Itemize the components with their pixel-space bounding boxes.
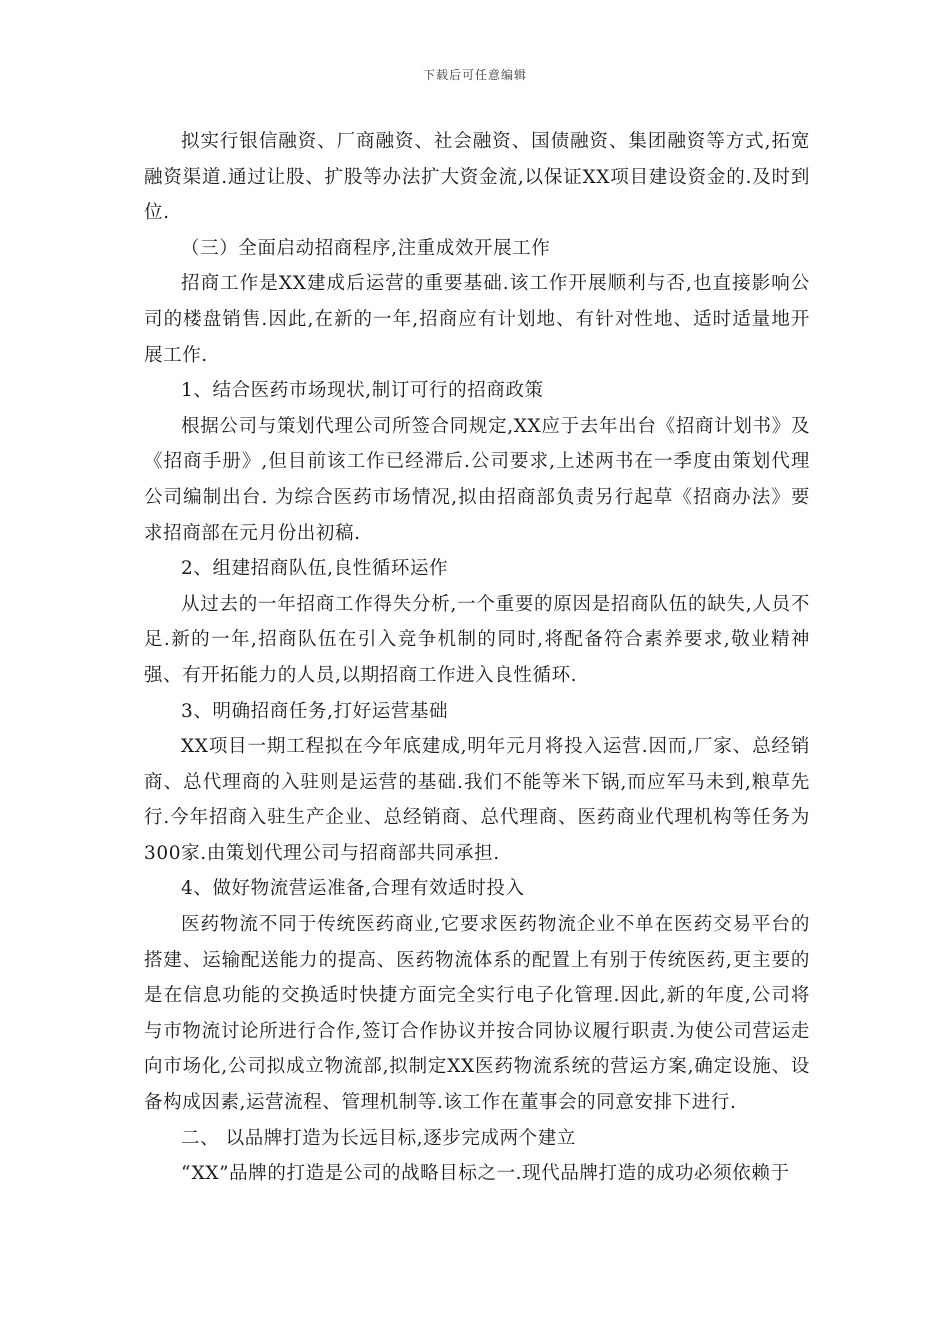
subheading-2: 2、组建招商队伍,良性循环运作	[181, 558, 449, 580]
section-heading-investment: （三）全面启动招商程序,注重成效开展工作	[181, 237, 551, 259]
subheading-3: 3、明确招商任务,打好运营基础	[181, 700, 449, 722]
paragraph-logistics: 医药物流不同于传统医药商业,它要求医药物流企业不单在医药交易平台的搭建、运输配送能力的提高、医药物流体系的配置上有别于传统医药,更主要的是在信息功能的交换适时快捷方面完全实行电子化管理.因此,新的年度,公司将与市物流讨论所进行合作,签订合作协议并按合同协议履行职责.为使公司营运走向市场化,公司拟成立物流部,拟制定XX医药物流系统的营运方案,确定设施、设备构成因素,运营流程、管理机制等.该工作在董事会的同意安排下进行.	[144, 914, 810, 1114]
paragraph-investment-policy: 根据公司与策划代理公司所签合同规定,XX应于去年出台《招商计划书》及《招商手册》,但目前该工作已经滞后.公司要求,上述两书在一季度由策划代理公司编制出台. 为综合医药市场情况,拟由招商部负责另行起草《招商办法》要求招商部在元月份出初稿.	[144, 415, 810, 544]
subheading-1: 1、结合医药市场现状,制订可行的招商政策	[181, 380, 544, 402]
section-heading-brand: 二、 以品牌打造为长远目标,逐步完成两个建立	[181, 1127, 576, 1149]
paragraph-investment-importance: 招商工作是XX建成后运营的重要基础.该工作开展顺利与否,也直接影响公司的楼盘销售.因此,在新的一年,招商应有计划地、有针对性地、适时适量地开展工作.	[144, 273, 810, 366]
document-body	[144, 124, 810, 1192]
paragraph-brand: “XX”品牌的打造是公司的战略目标之一.现代品牌打造的成功必须依赖于	[181, 1163, 790, 1185]
page-header: 下载后可任意编辑	[422, 68, 527, 82]
paragraph-investment-tasks: XX项目一期工程拟在今年底建成,明年元月将投入运营.因而,厂家、总经销商、总代理商的入驻则是运营的基础.我们不能等米下锅,而应军马未到,粮草先行.今年招商入驻生产企业、总经销商、总代理商、医药商业代理机构等任务为300家.由策划代理公司与招商部共同承担.	[144, 736, 810, 864]
paragraph-investment-team: 从过去的一年招商工作得失分析,一个重要的原因是招商队伍的缺失,人员不足.新的一年,招商队伍在引入竞争机制的同时,将配备符合素养要求,敬业精神强、有开拓能力的人员,以期招商工作进入良性循环.	[144, 593, 810, 686]
subheading-4: 4、做好物流营运准备,合理有效适时投入	[181, 878, 525, 900]
paragraph-financing: 拟实行银信融资、厂商融资、社会融资、国债融资、集团融资等方式,拓宽融资渠道.通过让股、扩股等办法扩大资金流,以保证XX项目建设资金的.及时到位.	[144, 131, 810, 224]
